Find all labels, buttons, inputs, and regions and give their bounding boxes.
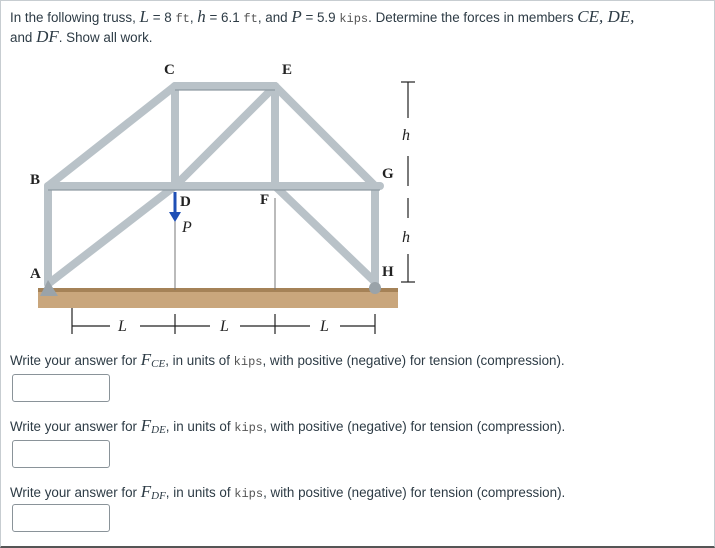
truss-figure bbox=[30, 58, 450, 350]
end-text: . Show all work. bbox=[58, 30, 153, 45]
unit-ft-2: ft bbox=[243, 12, 258, 26]
member-DF: DF bbox=[36, 27, 59, 46]
truss-members bbox=[48, 86, 380, 284]
member-FH bbox=[275, 186, 375, 282]
member-AD bbox=[48, 186, 175, 284]
and-text: , and bbox=[257, 10, 292, 25]
var-h: h bbox=[197, 7, 206, 26]
h-equals: = 6.1 bbox=[205, 10, 244, 25]
member-BC bbox=[48, 86, 175, 186]
member-DE bbox=[175, 86, 275, 186]
var-L: L bbox=[139, 7, 149, 26]
question-3: Write your answer for FDF, in units of kips, with positive (negative) for tension (compression). bbox=[10, 482, 566, 502]
label-A: A bbox=[30, 266, 41, 282]
question-1: Write your answer for FCE, in units of kips, with positive (negative) for tension (compression). bbox=[10, 350, 565, 370]
label-h-top: h bbox=[402, 127, 410, 144]
label-h-bottom: h bbox=[402, 229, 410, 246]
label-P: P bbox=[182, 219, 192, 236]
label-L1: L bbox=[118, 318, 127, 335]
label-F: F bbox=[260, 192, 270, 208]
load-arrowhead bbox=[169, 212, 181, 222]
label-E: E bbox=[282, 62, 293, 78]
and-text-2: and bbox=[10, 30, 37, 45]
determine-text: . Determine the forces in members bbox=[368, 10, 578, 25]
problem-statement: In the following truss, L = 8 ft, h = 6.1 ft, and P = 5.9 kips. Determine the forces in members CE, DE, and DF. Show all work. bbox=[10, 7, 635, 46]
intro-text: In the following truss, bbox=[10, 10, 136, 25]
unit-ft: ft bbox=[175, 12, 190, 26]
L-equals: = 8 bbox=[149, 10, 176, 25]
unit-kips: kips bbox=[339, 12, 369, 26]
label-C: C bbox=[164, 62, 175, 78]
member-EG bbox=[275, 86, 375, 186]
var-P: P bbox=[291, 7, 302, 26]
label-H: H bbox=[382, 264, 394, 280]
answer-input-FDE[interactable] bbox=[12, 440, 110, 468]
answer-input-FCE[interactable] bbox=[12, 374, 110, 402]
label-L3: L bbox=[320, 318, 329, 335]
support-H bbox=[369, 282, 381, 294]
ground bbox=[38, 290, 398, 308]
members-list: CE, DE, bbox=[577, 7, 635, 26]
dimension-h bbox=[401, 82, 415, 282]
P-equals: = 5.9 bbox=[301, 10, 340, 25]
label-G: G bbox=[382, 166, 394, 182]
label-B: B bbox=[30, 172, 41, 188]
label-L2: L bbox=[220, 318, 229, 335]
ground-edge bbox=[38, 288, 398, 292]
label-D: D bbox=[180, 194, 191, 210]
question-2: Write your answer for FDE, in units of kips, with positive (negative) for tension (compression). bbox=[10, 416, 566, 436]
answer-input-FDF[interactable] bbox=[12, 504, 110, 532]
